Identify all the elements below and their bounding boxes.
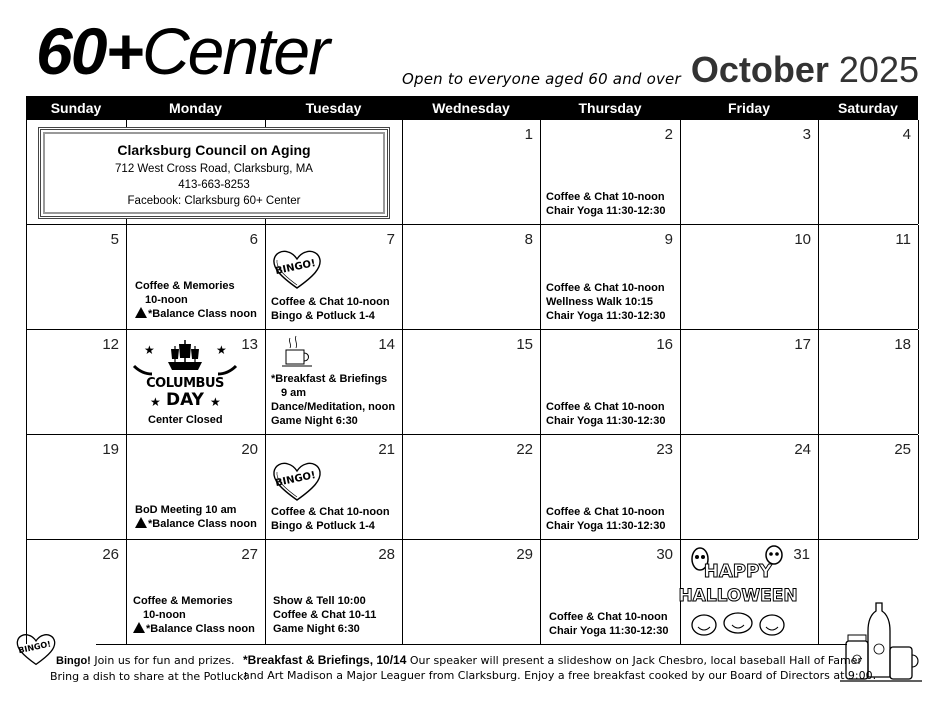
week-row [26,435,918,540]
day-number: 6 [249,231,258,248]
day-number: 30 [656,546,673,563]
event: Coffee & Chat 10-noon [546,282,665,294]
day-number: 28 [378,546,395,563]
event-text: *Balance Class noon [146,623,255,635]
day-number: 5 [110,231,119,248]
event: 9 am [281,387,307,399]
day-cell-3 [681,120,819,224]
day-number: 14 [378,336,395,353]
bingo-line2: Bring a dish to share at the Potluck! [50,670,248,683]
event: Coffee & Chat 10-noon [549,611,668,623]
day-cell-22 [403,435,541,539]
event-list [546,505,665,533]
day-cell-15 [403,330,541,434]
day-cell-25 [819,435,919,539]
tagline: Open to everyone aged 60 and over [402,70,681,88]
breakfast-line1: Our speaker will present a slideshow on Jack Chesbro, local baseball Hall of Famer [406,654,862,667]
event-with-warning [135,517,257,531]
breakfast-icon [280,334,314,375]
dow-thursday: Thursday [578,100,642,116]
day-number: 12 [102,336,119,353]
event: Chair Yoga 11:30-12:30 [546,415,666,427]
day-cell-16 [541,330,681,434]
day-cell-8 [403,225,541,329]
day-number: 16 [656,336,673,353]
svg-text:★: ★ [150,395,161,409]
event-with-warning [135,307,257,321]
day-cell-30 [541,540,681,644]
day-number: 31 [793,546,810,563]
dow-tuesday: Tuesday [305,100,362,116]
event-text: *Balance Class noon [148,308,257,320]
event: Game Night 6:30 [271,415,358,427]
event-text: *Balance Class noon [148,518,257,530]
bingo-heart-icon [270,460,324,502]
svg-text:★: ★ [216,343,227,357]
columbus-day-icon [130,336,240,414]
day-text: DAY [166,390,204,410]
day-number: 23 [656,441,673,458]
bingo-text: BINGO! [17,638,52,656]
info-box [38,127,390,219]
event-list [135,279,257,321]
bingo-text: BINGO! [274,469,317,490]
day-cell-20 [127,435,266,539]
halloween-text: HALLOWEEN [678,586,798,606]
event-list [135,503,257,531]
month-year [691,50,919,90]
bingo-heart-icon [270,248,324,290]
event: Dance/Meditation, noon [271,401,396,413]
columbus-text: COLUMBUS [146,376,224,391]
potluck-jars-icon [836,597,926,687]
day-cell-19 [27,435,127,539]
day-cell-23 [541,435,681,539]
dow-sunday: Sunday [50,100,102,116]
event: Wellness Walk 10:15 [546,296,653,308]
day-number: 7 [386,231,395,248]
day-number: 20 [241,441,258,458]
day-number: 3 [802,126,811,143]
phone: 413-663-8253 [178,179,250,191]
event: Coffee & Chat 10-noon [271,296,390,308]
bingo-line1: Join us for fun and prizes. [90,654,235,667]
day-number: 26 [102,546,119,563]
event-list [271,372,395,428]
day-number: 13 [241,336,258,353]
day-cell-9 [541,225,681,329]
event-list [546,400,665,428]
event-list [273,594,376,636]
day-cell-27 [127,540,266,644]
day-cell-6 [127,225,266,329]
day-cell-1 [403,120,541,224]
brand-word: Center [141,14,329,88]
day-number: 29 [516,546,533,563]
day-of-week-header [26,96,918,120]
dow-friday: Friday [727,100,770,116]
day-cell-26 [27,540,127,644]
month-name: October [690,49,829,90]
event: Coffee & Chat 10-11 [273,609,377,621]
bingo-text: BINGO! [274,257,317,278]
day-number: 8 [524,231,533,248]
event: Chair Yoga 11:30-12:30 [546,520,666,532]
event: Coffee & Chat 10-noon [546,401,665,413]
event: Bingo & Potluck 1-4 [271,310,375,322]
organization-name: Clarksburg Council on Aging [117,142,311,158]
day-cell-24 [681,435,819,539]
event: Chair Yoga 11:30-12:30 [549,625,669,637]
brand-title [36,14,329,88]
footer-breakfast-note [243,653,876,683]
day-number: 2 [664,126,673,143]
event: Coffee & Memories [135,280,235,292]
dow-wednesday: Wednesday [432,100,510,116]
dow-saturday: Saturday [838,100,898,116]
day-number: 18 [894,336,911,353]
week-row [26,225,918,330]
day-cell-10 [681,225,819,329]
svg-text:★: ★ [144,343,155,357]
address: 712 West Cross Road, Clarksburg, MA [115,163,313,175]
event: Chair Yoga 11:30-12:30 [546,205,666,217]
event-list [133,594,255,636]
day-number: 27 [241,546,258,563]
svg-text:★: ★ [210,395,221,409]
day-cell-11 [819,225,919,329]
event: Show & Tell 10:00 [273,595,366,607]
event: Game Night 6:30 [273,623,360,635]
facebook-link: Facebook: Clarksburg 60+ Center [127,195,301,207]
day-number: 15 [516,336,533,353]
day-cell-2 [541,120,681,224]
event-list [546,281,665,323]
triangle-icon [135,307,147,318]
breakfast-line2: and Art Madison a Major Leaguer from Clarksburg. Enjoy a free breakfast cooked by our Board of Directors at 9:00. [243,669,877,682]
day-number: 11 [895,231,911,248]
triangle-icon [133,622,145,633]
event: Bingo & Potluck 1-4 [271,520,375,532]
day-number: 24 [794,441,811,458]
bingo-title: Bingo! [56,655,91,667]
day-number: 22 [516,441,533,458]
event-list [549,610,668,638]
year: 2025 [838,49,919,90]
event: Coffee & Chat 10-noon [546,506,665,518]
day-number: 19 [102,441,119,458]
event-list [546,190,665,218]
event: 10-noon [143,609,186,621]
halloween-icon [678,545,798,641]
event: BoD Meeting 10 am [135,504,237,516]
event: 10-noon [145,294,188,306]
event: Coffee & Chat 10-noon [271,506,390,518]
day-cell-4 [819,120,919,224]
day-cell-17 [681,330,819,434]
event-list [271,295,390,323]
event: Coffee & Memories [133,595,233,607]
footer-divider [96,644,847,645]
day-cell-12 [27,330,127,434]
dow-monday: Monday [169,100,222,116]
day-number: 1 [524,126,533,143]
triangle-icon [135,517,147,528]
day-number: 10 [794,231,811,248]
day-cell-28 [266,540,403,644]
day-cell-18 [819,330,919,434]
center-closed-label: Center Closed [148,414,223,426]
event: *Breakfast & Briefings [271,373,388,385]
day-number: 4 [902,126,911,143]
day-number: 9 [664,231,673,248]
day-number: 21 [378,441,395,458]
event-list [271,505,390,533]
day-cell-5 [27,225,127,329]
breakfast-title: *Breakfast & Briefings, 10/14 [243,653,407,667]
event: Chair Yoga 11:30-12:30 [546,310,666,322]
brand-number: 60+ [36,14,142,88]
happy-text: HAPPY [703,561,773,582]
event: Coffee & Chat 10-noon [546,191,665,203]
footer-bingo-note [50,653,248,684]
day-cell-29 [403,540,541,644]
event-with-warning [133,622,255,636]
day-number: 25 [894,441,911,458]
day-number: 17 [794,336,811,353]
